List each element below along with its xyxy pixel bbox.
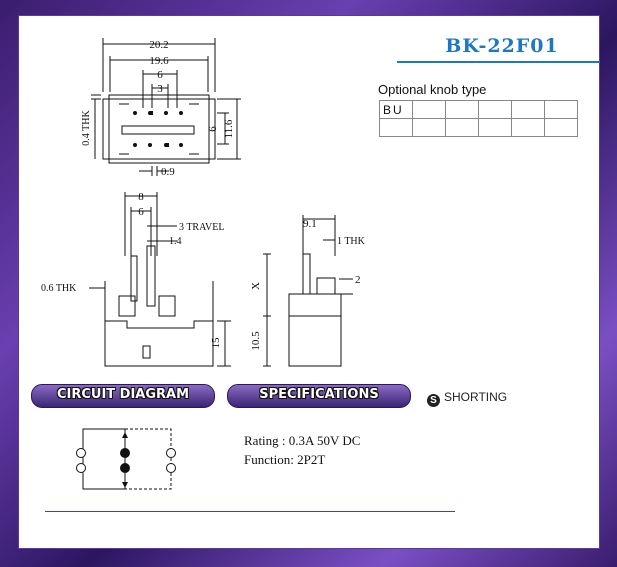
dim-label: 1.4 <box>169 236 182 247</box>
knob-cell: BU <box>380 101 413 119</box>
dim-label: 0.4 THK <box>81 110 92 146</box>
circuit-diagram-button[interactable] <box>31 384 215 408</box>
dim-label: 8 <box>138 191 144 203</box>
shorting-icon: S <box>427 394 440 407</box>
dim-label: 9.1 <box>303 218 317 230</box>
model-title: BK-22F01 <box>445 35 559 57</box>
dim-label: 3 <box>157 83 163 95</box>
spec-function: Function: 2P2T <box>244 452 326 467</box>
dim-label: 0.6 THK <box>41 283 77 294</box>
specifications-label: SPECIFICATIONS <box>259 387 379 402</box>
shorting-indicator <box>427 390 507 407</box>
dim-label: X <box>250 282 262 290</box>
dim-label: 1 THK <box>337 236 365 247</box>
shorting-label: SHORTING <box>444 390 508 404</box>
knob-title: Optional knob type <box>378 82 487 97</box>
footer-divider <box>45 511 455 512</box>
datasheet-panel <box>18 15 600 549</box>
dim-label: 11.6 <box>223 119 235 139</box>
dim-label: 10.5 <box>250 331 262 351</box>
specifications-button[interactable] <box>227 384 411 408</box>
dim-label: 6 <box>138 206 144 218</box>
circuit-terminal-dot <box>120 463 130 473</box>
circuit-diagram-label: CIRCUIT DIAGRAM <box>56 387 190 402</box>
circuit-terminal-dot <box>120 448 130 458</box>
dim-label: 6 <box>207 126 219 132</box>
dim-label: 15 <box>210 337 222 349</box>
dim-label: 20.2 <box>149 39 169 51</box>
dim-label: 6 <box>157 69 163 81</box>
dim-label: 19.6 <box>149 55 169 67</box>
dim-label: 3 TRAVEL <box>179 222 225 233</box>
spec-rating: Rating : 0.3A 50V DC <box>244 433 361 448</box>
dim-label: 2 <box>355 274 361 286</box>
dim-label: 0.9 <box>161 166 175 178</box>
technical-drawings <box>19 16 599 548</box>
